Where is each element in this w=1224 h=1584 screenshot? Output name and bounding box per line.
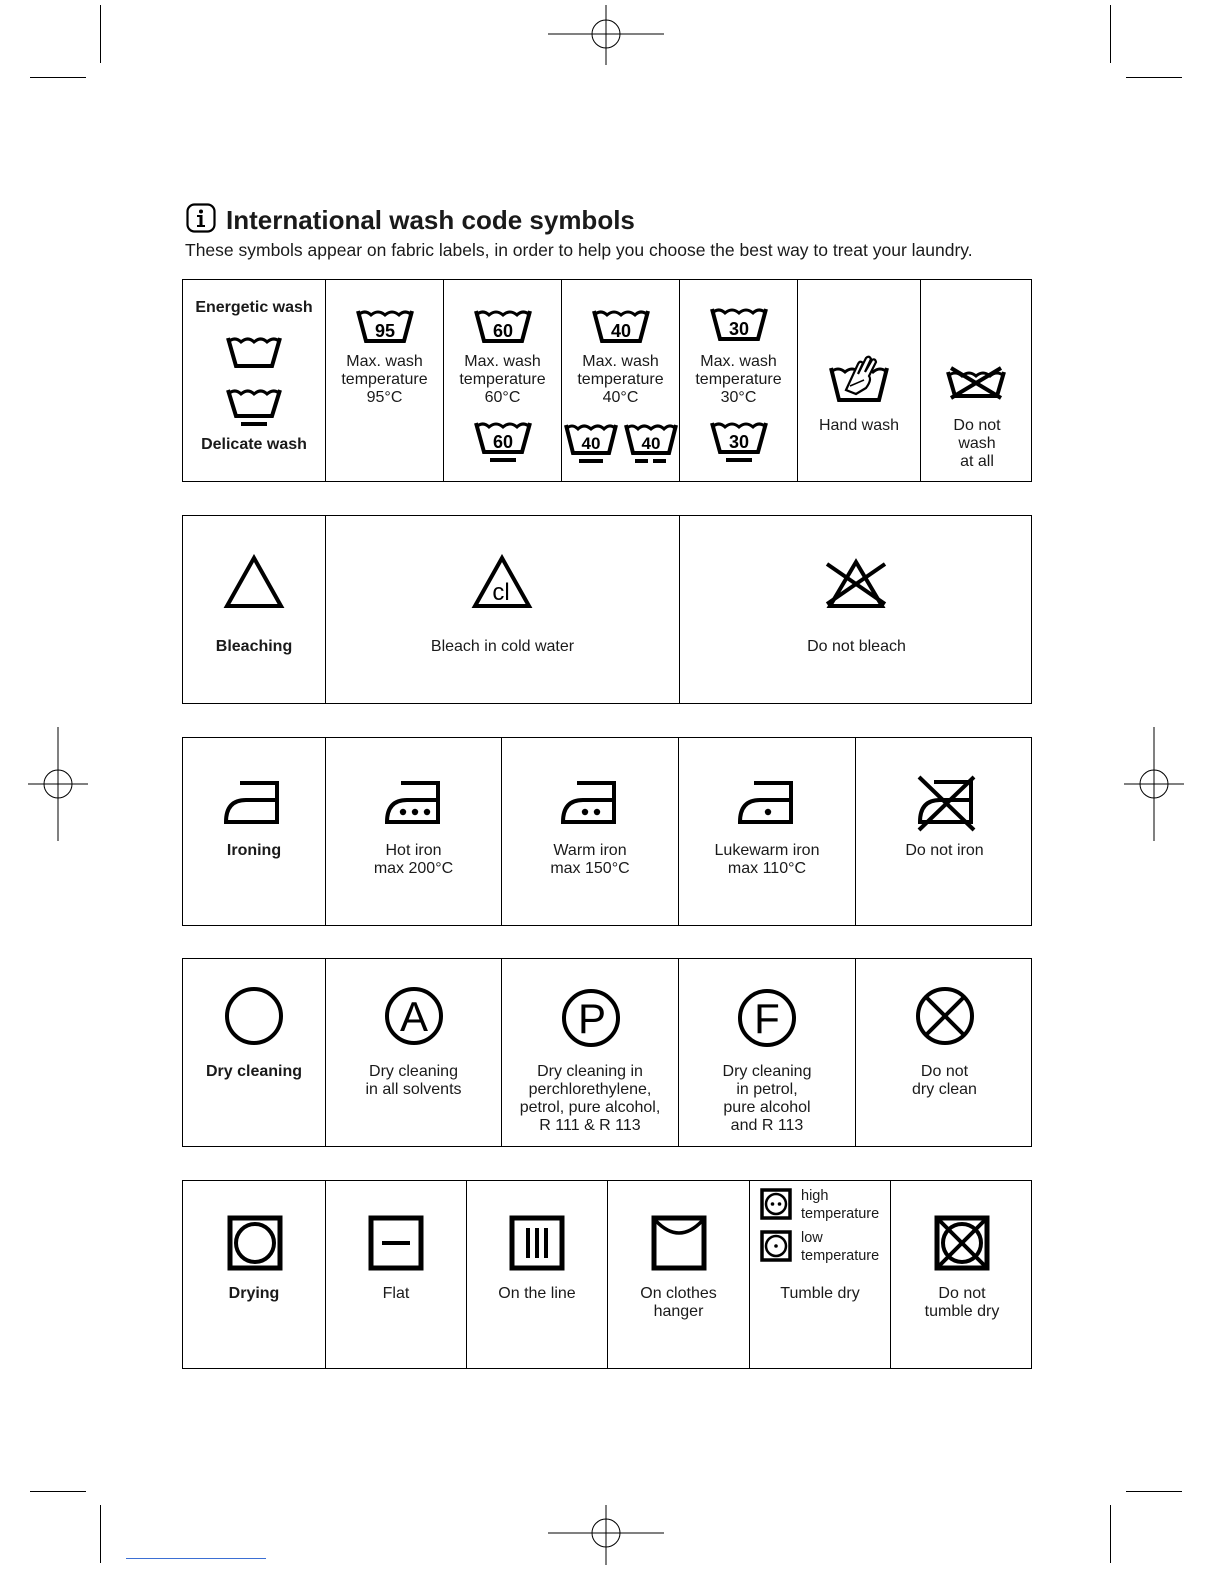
- dry-flat-label: Flat: [382, 1285, 410, 1302]
- bleach-cl-text: cl: [492, 579, 510, 606]
- drying-cell-flat: [325, 1181, 466, 1368]
- temp-60-text: 60: [492, 321, 514, 341]
- wash-40-delicate-icon: [563, 420, 619, 466]
- iron-cell-luke: [678, 738, 855, 925]
- wash-tub-delicate-icon: [225, 384, 283, 428]
- wash-60-delicate-icon: [473, 418, 533, 464]
- bleach-cell-cold: [325, 516, 679, 703]
- dry-clean-cell-donot: [855, 959, 1033, 1146]
- lukewarm-iron-icon: [736, 778, 796, 826]
- page-title: International wash code symbols: [226, 205, 635, 235]
- iron-icon: [222, 778, 282, 826]
- hot-iron-icon: [383, 778, 443, 826]
- do-not-tumble-dry-icon: [934, 1215, 990, 1271]
- temp-40-delicate-text: 40: [581, 434, 601, 453]
- wash-table: [182, 279, 1032, 482]
- dry-flat-icon: [368, 1215, 424, 1271]
- wash-cell-40: [561, 280, 679, 481]
- wash-30-icon: [709, 304, 769, 342]
- iron-cell-hot: [325, 738, 501, 925]
- letter-a-text: A: [399, 993, 429, 1040]
- wash-cell-donot: [920, 280, 1033, 481]
- do-not-bleach-icon: [824, 558, 888, 610]
- tumble-dry-label: Tumble dry: [780, 1285, 860, 1302]
- dry-cleaning-label: Dry cleaning: [205, 1063, 303, 1080]
- dry-clean-table: [182, 958, 1032, 1147]
- dry-line-icon: [509, 1215, 565, 1271]
- wash-cell-60: [443, 280, 561, 481]
- bleach-cold-label: Bleach in cold water: [430, 638, 575, 655]
- drying-cell-donot: [890, 1181, 1033, 1368]
- dry-clean-f-icon: [736, 987, 798, 1049]
- temp-40-text: 40: [610, 321, 632, 341]
- iron-cell-ironing: [183, 738, 325, 925]
- hand-wash-label: Hand wash: [818, 417, 900, 434]
- dry-hanger-label: On clothes hanger: [640, 1285, 717, 1320]
- do-not-wash-label: Do not wash at all: [953, 417, 1001, 470]
- registration-mark-right: [1124, 727, 1184, 841]
- registration-mark-top: [548, 5, 664, 65]
- wash-cell-95: [325, 280, 443, 481]
- dry-clean-cell: [183, 959, 325, 1146]
- temp-30-delicate-text: 30: [728, 432, 750, 452]
- drying-cell: [183, 1181, 325, 1368]
- dry-clean-a-label: Dry cleaning in all solvents: [365, 1063, 462, 1098]
- dry-clean-p-icon: [560, 987, 622, 1049]
- tumble-low-label: low temperature: [801, 1230, 880, 1264]
- wash-40-icon: [591, 306, 651, 344]
- hand-wash-icon: [828, 350, 890, 404]
- wash-cell-hand: [797, 280, 920, 481]
- tumble-high-label: high temperature: [801, 1188, 880, 1222]
- page-subtitle: These symbols appear on fabric labels, in order to help you choose the best way to treat your laundry.: [185, 240, 973, 260]
- dry-clean-cell-a: [325, 959, 501, 1146]
- drying-table: [182, 1180, 1032, 1369]
- bleaching-label: Bleaching: [215, 638, 293, 655]
- iron-cell-warm: [501, 738, 678, 925]
- energetic-wash-label: Energetic wash: [195, 299, 313, 316]
- temp-40-wool-text: 40: [641, 434, 661, 453]
- bleach-table: [182, 515, 1032, 704]
- drying-icon: [227, 1215, 283, 1271]
- drying-cell-hanger: [607, 1181, 749, 1368]
- drying-label: Drying: [228, 1285, 280, 1302]
- wash-40-label: Max. wash temperature 40°C: [577, 353, 664, 406]
- ironing-label: Ironing: [226, 842, 282, 859]
- tumble-high-icon: [760, 1188, 792, 1220]
- do-not-dry-clean-label: Do not dry clean: [912, 1063, 977, 1098]
- wash-30-delicate-icon: [709, 418, 769, 464]
- wash-95-icon: [355, 306, 415, 344]
- letter-p-text: P: [577, 995, 607, 1042]
- do-not-dry-clean-icon: [914, 985, 976, 1047]
- dry-line-label: On the line: [498, 1285, 576, 1302]
- dry-clean-cell-p: [501, 959, 678, 1146]
- dry-clean-p-label: Dry cleaning in perchlorethylene, petrol, pure alcohol, R 111 & R 113: [519, 1063, 661, 1134]
- dry-clean-f-label: Dry cleaning in petrol, pure alcohol and R 113: [722, 1063, 812, 1134]
- lukewarm-iron-label: Lukewarm iron max 110°C: [714, 842, 820, 877]
- dry-clean-circle-icon: [223, 985, 285, 1047]
- info-icon: [186, 203, 216, 233]
- temp-30-text: 30: [728, 319, 750, 339]
- wash-60-icon: [473, 306, 533, 344]
- warm-iron-icon: [559, 778, 619, 826]
- tumble-low-icon: [760, 1230, 792, 1262]
- dry-clean-cell-f: [678, 959, 855, 1146]
- dry-clean-a-icon: [383, 985, 445, 1047]
- registration-mark-left: [28, 727, 88, 841]
- iron-cell-donot: [855, 738, 1033, 925]
- hot-iron-label: Hot iron max 200°C: [373, 842, 454, 877]
- iron-table: [182, 737, 1032, 926]
- do-not-iron-icon: [914, 774, 978, 832]
- bleach-cell-bleaching: [183, 516, 325, 703]
- wash-40-wool-icon: [623, 420, 679, 466]
- wash-cell-30: [679, 280, 797, 481]
- registration-mark-bottom: [548, 1505, 664, 1565]
- do-not-tumble-dry-label: Do not tumble dry: [924, 1285, 1000, 1320]
- bleach-cell-donot: [679, 516, 1033, 703]
- drying-cell-tumble: [749, 1181, 890, 1368]
- delicate-wash-label: Delicate wash: [201, 436, 307, 453]
- wash-60-label: Max. wash temperature 60°C: [459, 353, 546, 406]
- dry-hanger-icon: [651, 1215, 707, 1271]
- bleach-cl-icon: [471, 554, 533, 610]
- bleach-triangle-icon: [223, 554, 285, 610]
- temp-95-text: 95: [374, 321, 396, 341]
- temp-60-delicate-text: 60: [492, 432, 514, 452]
- wash-30-label: Max. wash temperature 30°C: [695, 353, 782, 406]
- warm-iron-label: Warm iron max 150°C: [550, 842, 630, 877]
- drying-cell-line: [466, 1181, 607, 1368]
- wash-95-label: Max. wash temperature 95°C: [341, 353, 428, 406]
- wash-tub-icon: [225, 332, 283, 370]
- do-not-bleach-label: Do not bleach: [807, 638, 906, 655]
- letter-f-text: F: [754, 995, 780, 1042]
- do-not-wash-icon: [945, 366, 1007, 400]
- wash-cell-energetic: [183, 280, 325, 481]
- do-not-iron-label: Do not iron: [905, 842, 984, 859]
